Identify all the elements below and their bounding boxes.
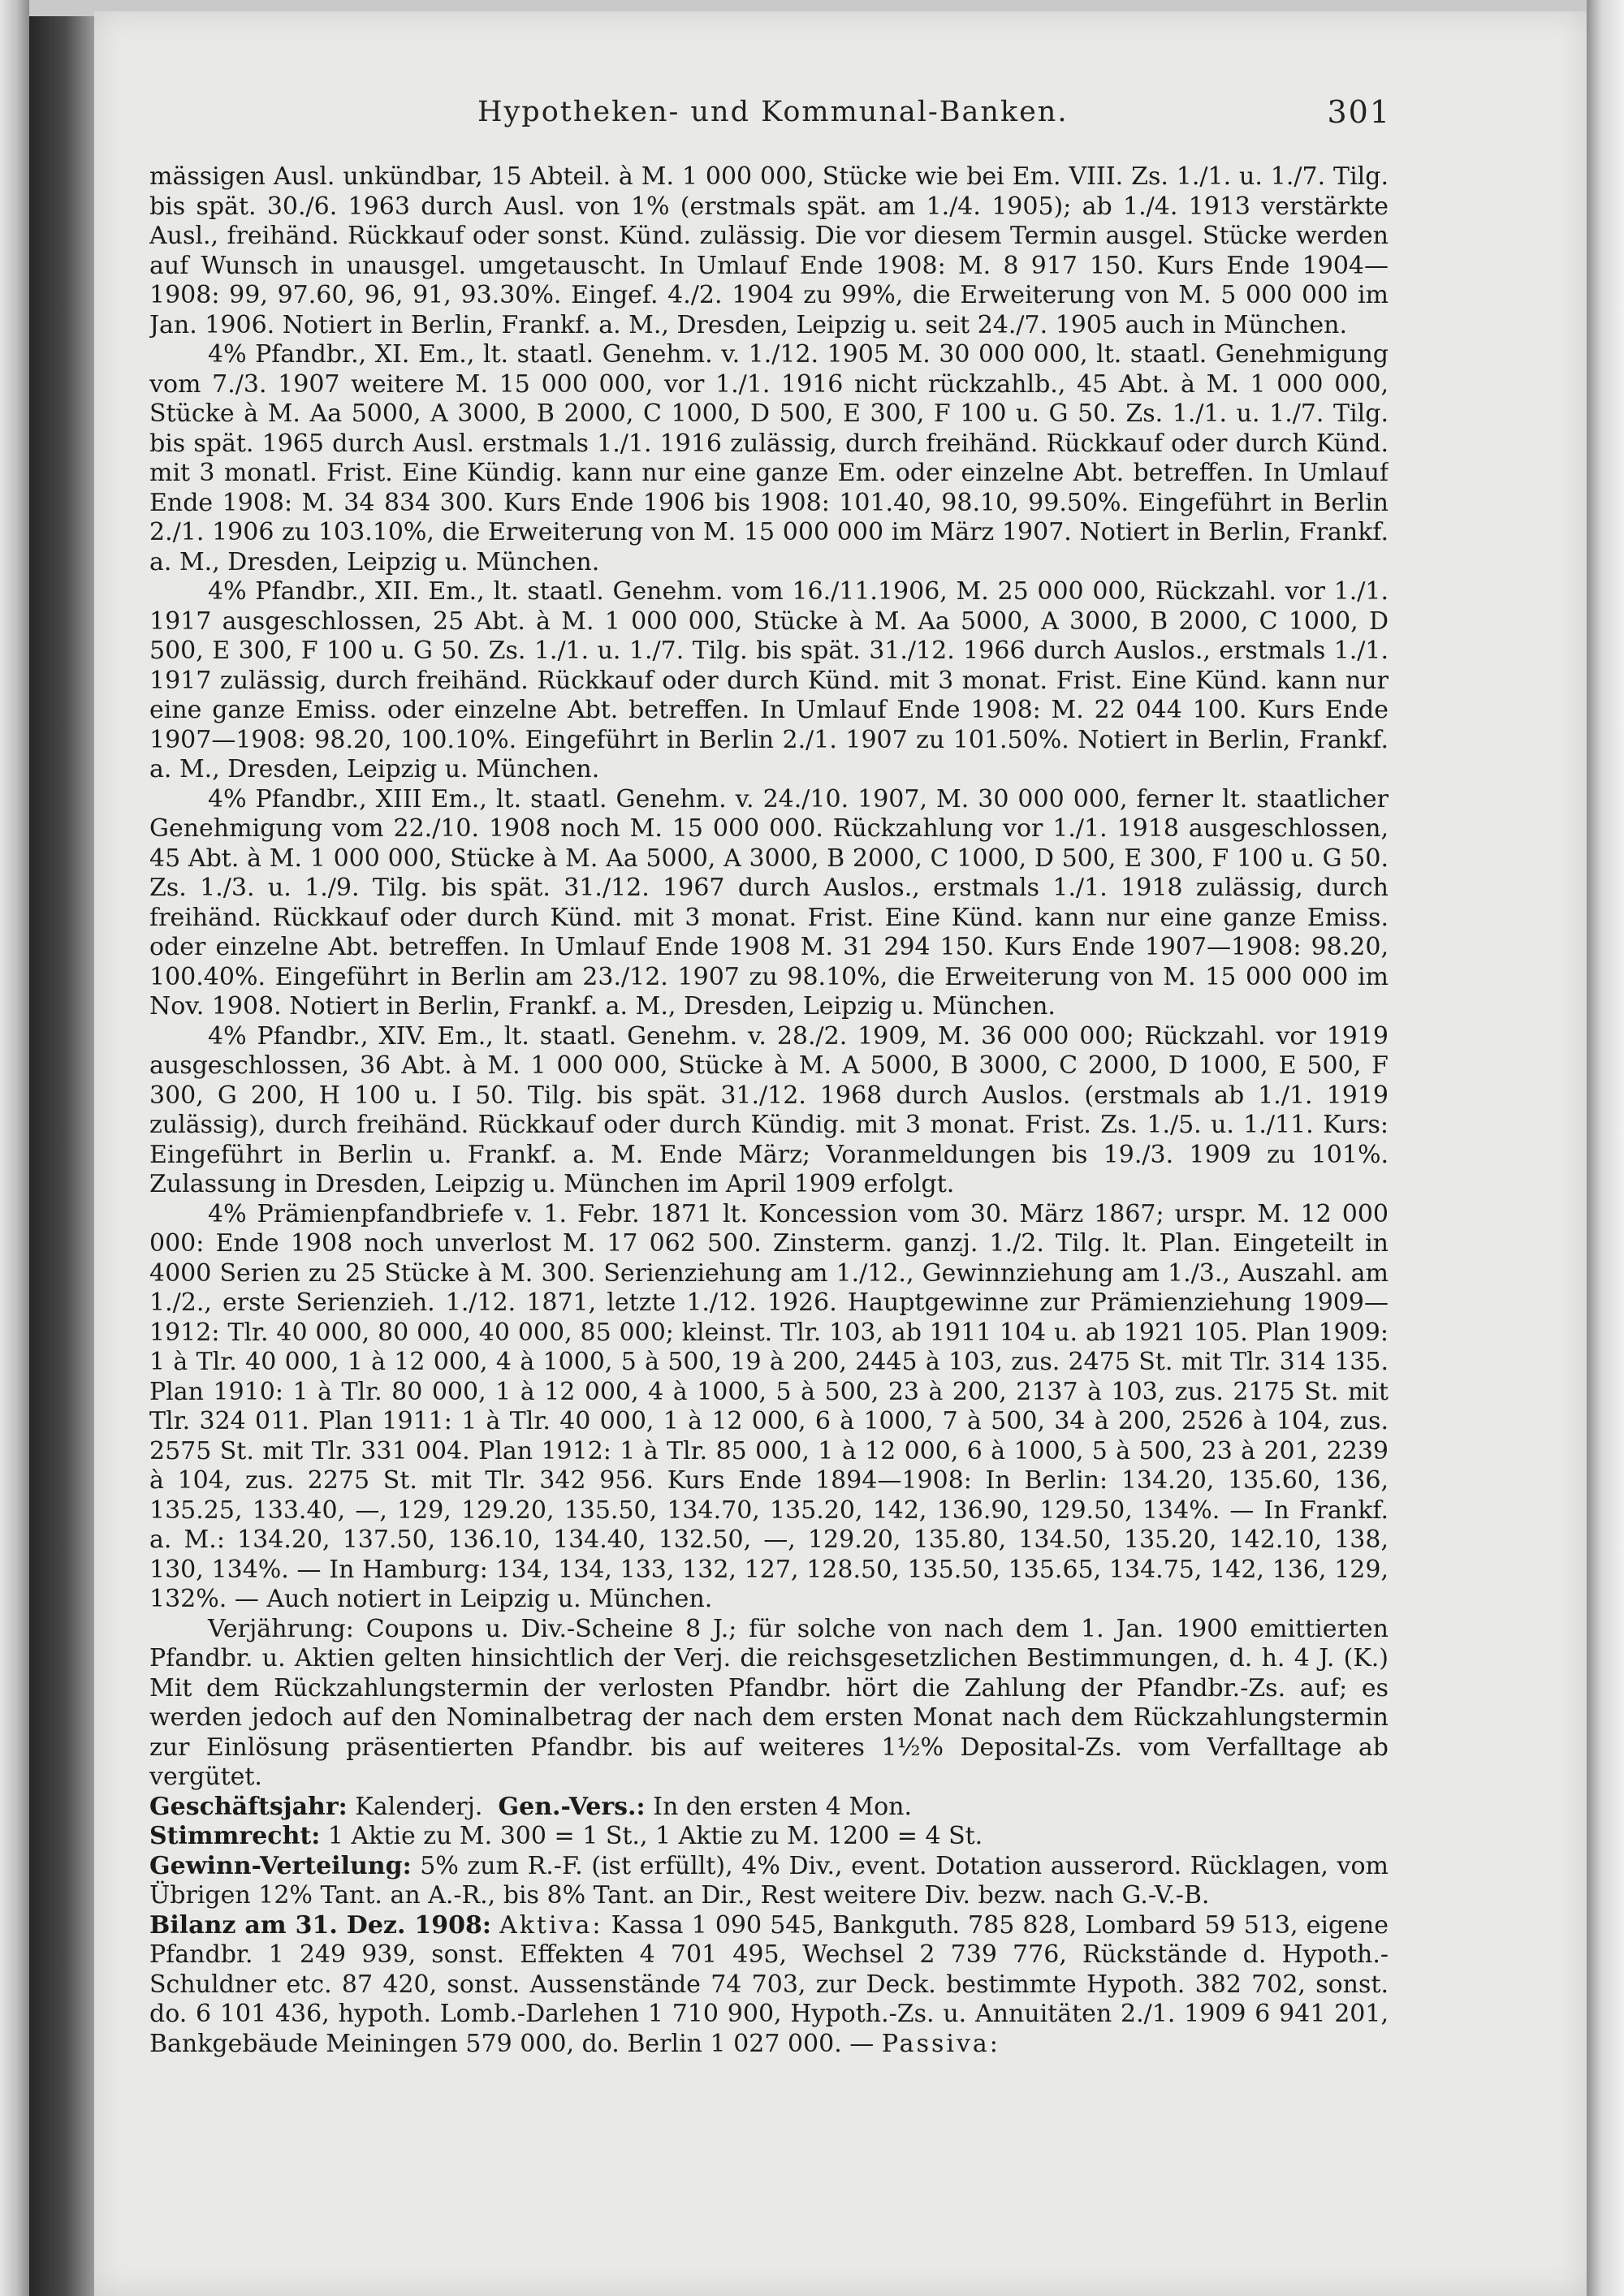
- binding-shadow: [29, 16, 94, 2296]
- paragraph-pfandbr-em-xiii: 4% Pfandbr., XIII Em., lt. staatl. Genehm. v. 24./10. 1907, M. 30 000 000, ferner lt. staatlicher Genehmigung vom 22./10. 1908 noch M. 15 000 000. Rückzahlung vor 1./1. 1918 ausgeschlossen, 45 Abt. à M. 1 000 000, Stücke à M. Aa 5000, A 3000, B 2000, C 1000, D 500, E 300, F 100 u. G 50. Zs. 1./3. u. 1./9. Tilg. bis spät. 31./12. 1967 durch Auslos., erstmals 1./1. 1918 zulässig, durch freihänd. Rückkauf oder durch Künd. mit 3 monat. Frist. Eine Künd. kann nur eine ganze Emiss. oder einzelne Abt. betreffen. In Umlauf Ende 1908 M. 31 294 150. Kurs Ende 1907—1908: 98.20, 100.40%. Eingeführt in Berlin am 23./12. 1907 zu 98.10%, die Erweiterung von M. 15 000 000 im Nov. 1908. Notiert in Berlin, Frankf. a. M., Dresden, Leipzig u. München.: [149, 784, 1389, 1021]
- paragraph-praemienpfandbriefe: 4% Prämienpfandbriefe v. 1. Febr. 1871 lt. Koncession vom 30. März 1867; urspr. M. 12 000 000: Ende 1908 noch unverlost M. 17 062 500. Zinsterm. ganzj. 1./2. Tilg. lt. Plan. Eingeteilt in 4000 Serien zu 25 Stücke à M. 300. Serienziehung am 1./12., Gewinnziehung am 1./3., Auszahl. am 1./2., erste Serienzieh. 1./12. 1871, letzte 1./12. 1926. Hauptgewinne zur Prämienziehung 1909—1912: Tlr. 40 000, 80 000, 40 000, 85 000; kleinst. Tlr. 103, ab 1911 104 u. ab 1921 105. Plan 1909: 1 à Tlr. 40 000, 1 à 12 000, 4 à 1000, 5 à 500, 19 à 200, 2445 à 103, zus. 2475 St. mit Tlr. 314 135. Plan 1910: 1 à Tlr. 80 000, 1 à 12 000, 4 à 1000, 5 à 500, 23 à 200, 2137 à 103, zus. 2175 St. mit Tlr. 324 011. Plan 1911: 1 à Tlr. 40 000, 1 à 12 000, 6 à 1000, 7 à 500, 34 à 200, 2526 à 104, zus. 2575 St. mit Tlr. 331 004. Plan 1912: 1 à Tlr. 85 000, 1 à 12 000, 6 à 1000, 5 à 500, 23 à 201, 2239 à 104, zus. 2275 St. mit Tlr. 342 956. Kurs Ende 1894—1908: In Berlin: 134.20, 135.60, 136, 135.25, 133.40, —, 129, 129.20, 135.50, 134.70, 135.20, 142, 136.90, 129.50, 134%. — In Frankf. a. M.: 134.20, 137.50, 136.10, 134.40, 132.50, —, 129.20, 135.80, 134.50, 135.20, 142.10, 138, 130, 134%. — In Hamburg: 134, 134, 133, 132, 127, 128.50, 135.50, 135.65, 134.75, 142, 136, 129, 132%. — Auch notiert in Leipzig u. München.: [149, 1199, 1389, 1613]
- paragraph-pfandbr-em-xii: 4% Pfandbr., XII. Em., lt. staatl. Genehm. vom 16./11.1906, M. 25 000 000, Rückzahl. vor 1./1. 1917 ausgeschlossen, 25 Abt. à M. 1 000 000, Stücke à M. Aa 5000, A 3000, B 2000, C 1000, D 500, E 300, F 100 u. G 50. Zs. 1./1. u. 1./7. Tilg. bis spät. 31./12. 1966 durch Auslos., erstmals 1./1. 1917 zulässig, durch freihänd. Rückkauf oder durch Künd. mit 3 monat. Frist. Eine Künd. kann nur eine ganze Emiss. oder einzelne Abt. betreffen. In Umlauf Ende 1908: M. 22 044 100. Kurs Ende 1907—1908: 98.20, 100.10%. Eingeführt in Berlin 2./1. 1907 zu 101.50%. Notiert in Berlin, Frankf. a. M., Dresden, Leipzig u. München.: [149, 577, 1389, 783]
- aktiva-label: Aktiva:: [499, 1910, 603, 1940]
- page-title: Hypotheken- und Kommunal-Banken.: [477, 96, 1069, 128]
- running-head: [384, 89, 1391, 135]
- gewinn-verteilung-label: Gewinn-Verteilung:: [149, 1851, 412, 1880]
- stimmrecht-label: Stimmrecht:: [149, 1822, 321, 1850]
- paragraph-em-x-continuation: mässigen Ausl. unkündbar, 15 Abteil. à M. 1 000 000, Stücke wie bei Em. VIII. Zs. 1./1. u. 1./7. Tilg. bis spät. 30./6. 1963 durch Ausl. von 1% (erstmals spät. am 1./4. 1905); ab 1./4. 1913 verstärkte Ausl., freihänd. Rückkauf oder sonst. Künd. zulässig. Die vor diesem Termin ausgel. Stücke werden auf Wunsch in unausgel. umgetauscht. In Umlauf Ende 1908: M. 8 917 150. Kurs Ende 1904—1908: 99, 97.60, 96, 91, 93.30%. Eingef. 4./2. 1904 zu 99%, die Erweiterung von M. 5 000 000 im Jan. 1906. Notiert in Berlin, Frankf. a. M., Dresden, Leipzig u. seit 24./7. 1905 auch in München.: [149, 162, 1389, 339]
- page-number: 301: [1327, 94, 1391, 130]
- paragraph-pfandbr-em-xi: 4% Pfandbr., XI. Em., lt. staatl. Genehm. v. 1./12. 1905 M. 30 000 000, lt. staatl. Genehmigung vom 7./3. 1907 weitere M. 15 000 000, vor 1./1. 1916 nicht rückzahlb., 45 Abt. à M. 1 000 000, Stücke à M. Aa 5000, A 3000, B 2000, C 1000, D 500, E 300, F 100 u. G 50. Zs. 1./1. u. 1./7. Tilg. bis spät. 1965 durch Ausl. erstmals 1./1. 1916 zulässig, durch freihänd. Rückkauf oder durch Künd. mit 3 monatl. Frist. Eine Kündig. kann nur eine ganze Em. oder einzelne Abt. betreffen. In Umlauf Ende 1908: M. 34 834 300. Kurs Ende 1906 bis 1908: 101.40, 98.10, 99.50%. Eingeführt in Berlin 2./1. 1906 zu 103.10%, die Erweiterung von M. 15 000 000 im März 1907. Notiert in Berlin, Frankf. a. M., Dresden, Leipzig u. München.: [149, 340, 1389, 576]
- passiva-label: Passiva:: [881, 2029, 1000, 2058]
- body-text: [149, 162, 1389, 2257]
- right-page-edge: [1587, 0, 1624, 2296]
- gewinn-verteilung-value: 5% zum R.-F. (ist erfüllt), 4% Div., event. Dotation ausserord. Rücklagen, vom Übrigen 12% Tant. an A.-R., bis 8% Tant. an Dir., Rest weitere Div. bezw. nach G.-V.-B.: [149, 1851, 1389, 1910]
- paragraph-pfandbr-em-xiv: 4% Pfandbr., XIV. Em., lt. staatl. Genehm. v. 28./2. 1909, M. 36 000 000; Rückzahl. vor 1919 ausgeschlossen, 36 Abt. à M. 1 000 000, Stücke à M. A 5000, B 3000, C 2000, D 1000, E 500, F 300, G 200, H 100 u. I 50. Tilg. bis spät. 31./12. 1968 durch Auslos. (erstmals ab 1./1. 1919 zulässig), durch freihänd. Rückkauf oder durch Kündig. mit 3 monat. Frist. Zs. 1./5. u. 1./11. Kurs: Eingeführt in Berlin u. Frankf. a. M. Ende März; Voranmeldungen bis 19./3. 1909 zu 101%. Zulassung in Dresden, Leipzig u. München im April 1909 erfolgt.: [149, 1021, 1389, 1198]
- paragraph-gewinn-verteilung: [149, 1852, 1389, 1911]
- geschaeftsjahr-label: Geschäftsjahr:: [149, 1792, 348, 1821]
- gen-vers-value: In den ersten 4 Mon.: [653, 1792, 913, 1821]
- paragraph-stimmrecht: [149, 1822, 1389, 1852]
- geschaeftsjahr-value: Kalenderj.: [355, 1792, 483, 1821]
- bilanz-aktiva-text: Kassa 1 090 545, Bankguth. 785 828, Lombard 59 513, eigene Pfandbr. 1 249 939, sonst. Effekten 4 701 495, Wechsel 2 739 776, Rückstände d. Hypoth.-Schuldner etc. 87 420, sonst. Aussenstände 74 703, zur Deck. bestimmte Hypoth. 382 702, sonst. do. 6 101 436, hypoth. Lomb.-Darlehen 1 710 900, Hypoth.-Zs. u. Annuitäten 2./1. 1909 6 941 201, Bankgebäude Meiningen 579 000, do. Berlin 1 027 000. —: [149, 1910, 1389, 2058]
- left-page-edge: [0, 0, 29, 2296]
- paragraph-geschaeftsjahr: [149, 1793, 1389, 1823]
- bilanz-label: Bilanz am 31. Dez. 1908:: [149, 1910, 491, 1940]
- stimmrecht-value: 1 Aktie zu M. 300 = 1 St., 1 Aktie zu M. 1200 = 4 St.: [327, 1822, 983, 1850]
- paragraph-verjaehrung: Verjährung: Coupons u. Div.-Scheine 8 J.; für solche von nach dem 1. Jan. 1900 emittierten Pfandbr. u. Aktien gelten hinsichtlich der Verj. die reichsgesetzlichen Bestimmungen, d. h. 4 J. (K.) Mit dem Rückzahlungstermin der verlosten Pfandbr. hört die Zahlung der Pfandbr.-Zs. auf; es werden jedoch auf den Nominalbetrag der nach dem ersten Monat nach dem Rückzahlungstermin zur Einlösung präsentierten Pfandbr. bis auf weiteres 1½% Deposital-Zs. vom Verfalltage ab vergütet.: [149, 1614, 1389, 1791]
- paragraph-bilanz: [149, 1911, 1389, 2060]
- gen-vers-label: Gen.-Vers.:: [498, 1792, 646, 1821]
